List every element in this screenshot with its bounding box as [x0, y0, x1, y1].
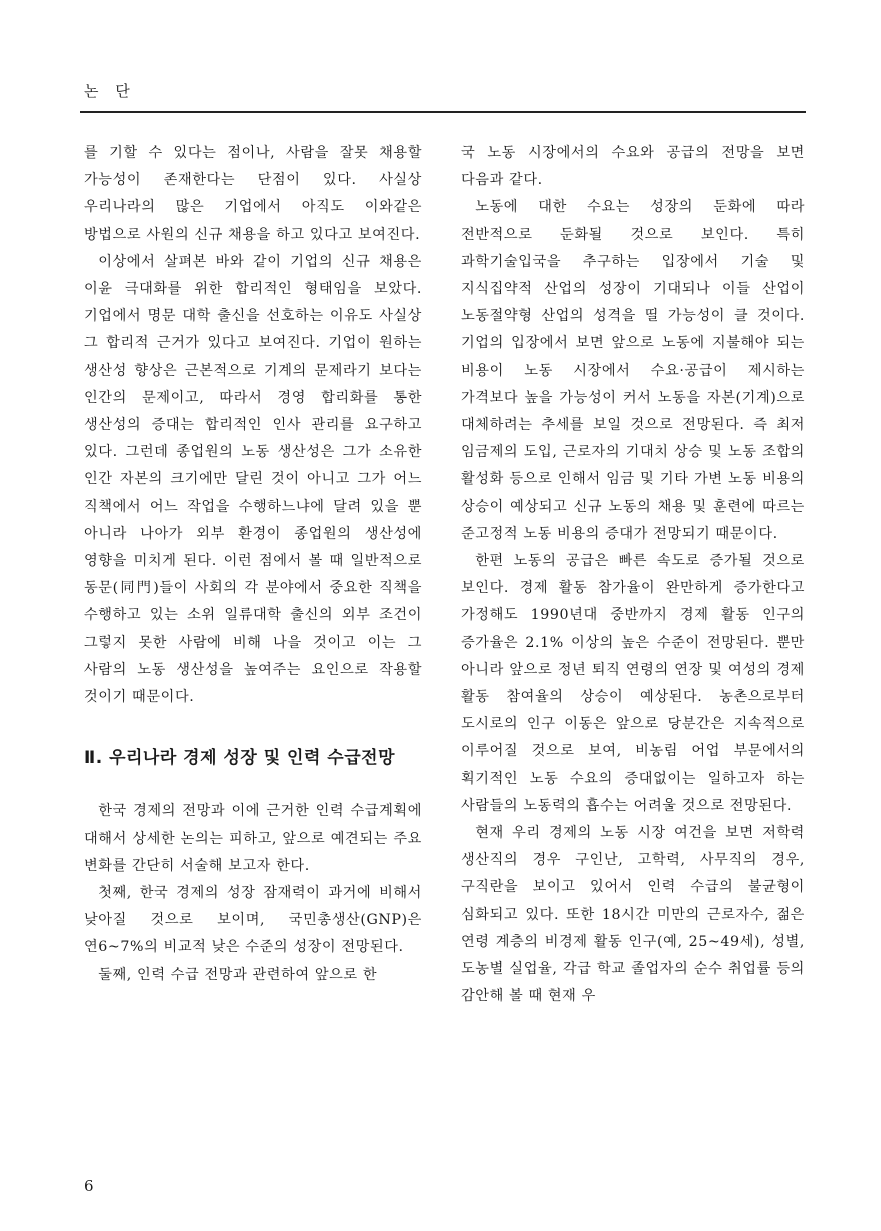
- left-paragraph-5: 둘째, 인력 수급 전망과 관련하여 앞으로 한: [98, 966, 378, 983]
- page-number: 6: [84, 1177, 94, 1195]
- right-paragraph-4: 현재 우리 경제의 노동 시장 여건을 보면 저학력 생산직의 경우 구인난, 고학력, 사무직의 경우, 구직란을 보이고 있어서 인력 수급의 불균형이 심화되고 있다. 또한 18시간 미만의 근로자수, 젊은 연령 계층의 비경제 활동 인구(예, 25~49세), 성별, 도농별 실업율, 각급 학교 졸업자의 순수 취업률 등의 감안해 볼 때 현재 우: [461, 825, 805, 1005]
- right-column: [461, 140, 805, 1011]
- left-column: [84, 140, 422, 989]
- left-paragraph-2: 이상에서 살펴본 바와 같이 기업의 신규 채용은 이윤 극대화를 위한 합리적인 형태임을 보았다. 기업에서 명문 대학 출신을 선호하는 이유도 사실상 그 합리적 근거가 있다고 보여진다. 기업이 원하는 생산성 향상은 근본적으로 기계의 문제라기 보다는 인간의 문제이고, 따라서 경영 합리화를 통한 생산성의 증대는 합리적인 인사 관리를 요구하고 있다. 그런데 종업원의 노동 생산성은 그가 소유한 인간 자본의 크기에만 달린 것이 아니고 그가 어느 직책에서 어느 작업을 수행하느냐에 달려 있을 뿐 아니라 나아가 외부 환경이 종업원의 생산성에 영향을 미치게 된다. 이런 점에서 볼 때 일반적으로 동문(同門)들이 사회의 각 분야에서 중요한 직책을 수행하고 있는 소위 일류대학 출신의 외부 조건이 그렇지 못한 사람에 비해 나을 것이고 이는 그 사람의 노동 생산성을 높여주는 요인으로 작용할 것이기 때문이다.: [84, 253, 422, 706]
- section-title: Ⅱ. 우리나라 경제 성장 및 인력 수급전망: [84, 748, 395, 769]
- running-header: 논 단: [84, 82, 136, 100]
- left-paragraph-3: 한국 경제의 전망과 이에 근거한 인력 수급계획에 대해서 상세한 논의는 피하고, 앞으로 예견되는 주요 변화를 간단히 서술해 보고자 한다.: [84, 803, 422, 874]
- right-paragraph-1: 국 노동 시장에서의 수요와 공급의 전망을 보면 다음과 같다.: [461, 145, 805, 189]
- header-rule: [80, 111, 806, 113]
- right-paragraph-2: 노동에 대한 수요는 성장의 둔화에 따라 전반적으로 둔화될 것으로 보인다. 특히 과학기술입국을 추구하는 입장에서 기술 및 지식집약적 산업의 성장이 기대되나 이들 산업이 노동절약형 산업의 성격을 띨 가능성이 클 것이다. 기업의 입장에서 보면 앞으로 노동에 지불해야 되는 비용이 노동 시장에서 수요·공급이 제시하는 가격보다 높을 가능성이 커서 노동을 자본(기계)으로 대체하려는 추세를 보일 것으로 전망된다. 즉 최저 임금제의 도입, 근로자의 기대치 상승 및 노동 조합의 활성화 등으로 인해서 임금 및 기타 가변 노동 비용의 상승이 예상되고 신규 노동의 채용 및 훈련에 따르는 준고정적 노동 비용의 증대가 전망되기 때문이다.: [461, 199, 805, 542]
- left-paragraph-1: 를 기할 수 있다는 점이나, 사람을 잘못 채용할 가능성이 존재한다는 단점이 있다. 사실상 우리나라의 많은 기업에서 아직도 이와같은 방법으로 사원의 신규 채용을 하고 있다고 보여진다.: [84, 145, 422, 243]
- left-paragraph-4: 첫째, 한국 경제의 성장 잠재력이 과거에 비해서 낮아질 것으로 보이며, 국민총생산(GNP)은 연6~7%의 비교적 낮은 수준의 성장이 전망된다.: [84, 885, 422, 956]
- right-paragraph-3: 한편 노동의 공급은 빠른 속도로 증가될 것으로 보인다. 경제 활동 참가율이 완만하게 증가한다고 가정해도 1990년대 중반까지 경제 활동 인구의 증가율은 2.1% 이상의 높은 수준이 전망된다. 뿐만 아니라 앞으로 정년 퇴직 연령의 연장 및 여성의 경제 활동 참여율의 상승이 예상된다. 농촌으로부터 도시로의 인구 이동은 앞으로 당분간은 지속적으로 이루어질 것으로 보여, 비농림 어업 부문에서의 획기적인 노동 수요의 증대없이는 일하고자 하는 사람들의 노동력의 흡수는 어려울 것으로 전망된다.: [461, 553, 805, 814]
